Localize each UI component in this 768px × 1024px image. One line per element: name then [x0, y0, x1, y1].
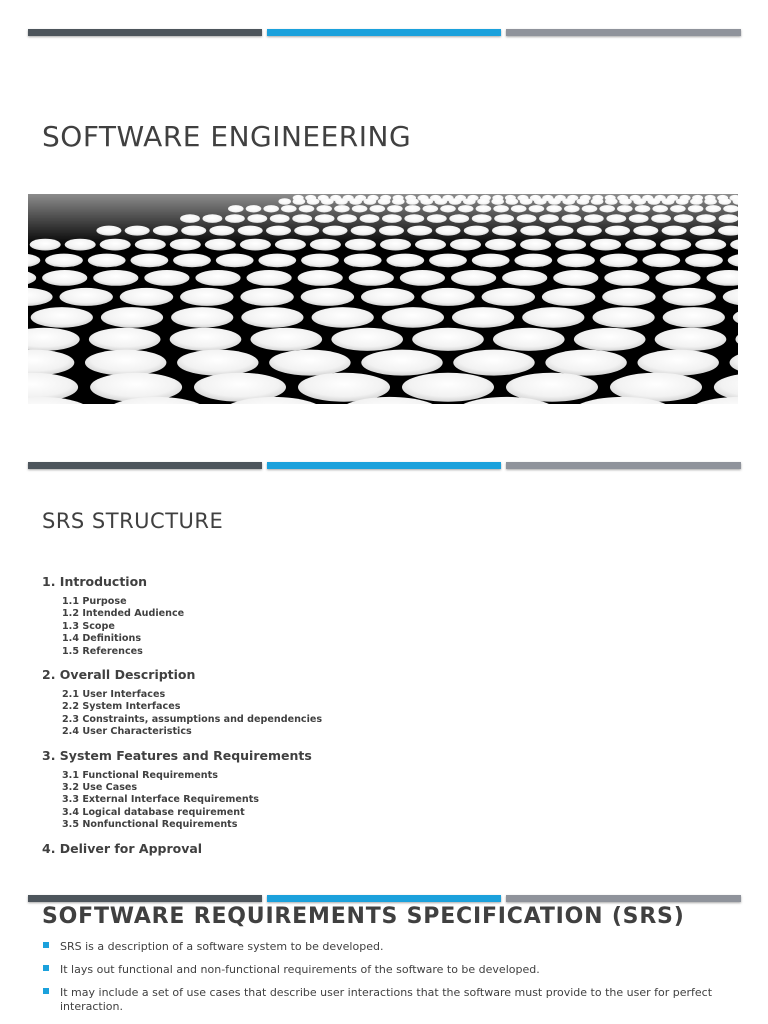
- bullet-item: [42, 986, 722, 1014]
- toc-section-heading: 1. Introduction: [42, 574, 148, 589]
- toc-subsection-list: [62, 689, 742, 739]
- toc-section: [42, 748, 742, 841]
- accent-bar-dark: [28, 29, 262, 36]
- toc-section: [42, 574, 742, 667]
- toc-section: [42, 841, 742, 856]
- accent-bars: [28, 895, 741, 903]
- bullet-item: [42, 963, 722, 977]
- hero-image-white-discs: [28, 194, 738, 404]
- square-bullet-icon: [43, 988, 49, 994]
- bullet-text: It may include a set of use cases that describe user interactions that the software must provide to the user for perfect interaction.: [60, 986, 713, 1013]
- bullet-text: SRS is a description of a software system to be developed.: [60, 940, 384, 953]
- toc-subsection-item: 3.5 Nonfunctional Requirements: [62, 819, 238, 831]
- slide-title-software-engineering: SOFTWARE ENGINEERING: [42, 120, 412, 153]
- toc-subsection-item: 2.2 System Interfaces: [62, 701, 181, 713]
- bullet-text: It lays out functional and non-functional requirements of the software to be developed.: [60, 963, 540, 976]
- srs-bullet-list: [42, 940, 722, 1023]
- toc-subsection-item: 2.1 User Interfaces: [62, 689, 166, 701]
- accent-bar-gray: [506, 895, 741, 902]
- slide-title-srs-structure: SRS STRUCTURE: [42, 509, 224, 533]
- accent-bar-dark: [28, 462, 262, 469]
- slide-title-srs: SOFTWARE REQUIREMENTS SPECIFICATION (SRS): [42, 904, 685, 929]
- toc-subsection-item: 1.4 Definitions: [62, 633, 142, 645]
- accent-bars: [28, 29, 741, 37]
- toc-subsection-item: 1.5 References: [62, 645, 143, 657]
- toc-section-heading: 4. Deliver for Approval: [42, 840, 203, 856]
- toc-subsection-item: 1.1 Purpose: [62, 596, 127, 607]
- toc-subsection-list: [62, 770, 742, 832]
- accent-bar-blue: [267, 895, 501, 902]
- toc-subsection-item: 2.3 Constraints, assumptions and dependencies: [62, 713, 323, 725]
- toc-subsection-item: 3.3 External Interface Requirements: [62, 794, 259, 806]
- srs-structure-outline: [42, 574, 742, 863]
- accent-bars: [28, 462, 741, 470]
- toc-subsection-list: [62, 596, 742, 658]
- bullet-item: [42, 940, 722, 954]
- accent-bar-gray: [506, 462, 741, 469]
- discs-pattern-graphic: [28, 194, 738, 404]
- accent-bar-gray: [506, 29, 741, 36]
- toc-subsection-item: 1.2 Intended Audience: [62, 608, 185, 620]
- toc-subsection-item: 1.3 Scope: [62, 620, 115, 632]
- toc-section-heading: 3. System Features and Requirements: [42, 747, 312, 763]
- toc-subsection-item: 3.4 Logical database requirement: [62, 806, 245, 818]
- toc-section-heading: 2. Overall Description: [42, 667, 196, 683]
- toc-subsection-item: 2.4 User Characteristics: [62, 726, 192, 738]
- toc-subsection-item: 3.1 Functional Requirements: [62, 769, 218, 781]
- square-bullet-icon: [43, 942, 49, 948]
- accent-bar-blue: [267, 29, 501, 36]
- accent-bar-dark: [28, 895, 262, 902]
- square-bullet-icon: [43, 965, 49, 971]
- accent-bar-blue: [267, 462, 501, 469]
- toc-subsection-item: 3.2 Use Cases: [62, 782, 138, 794]
- toc-section: [42, 667, 742, 748]
